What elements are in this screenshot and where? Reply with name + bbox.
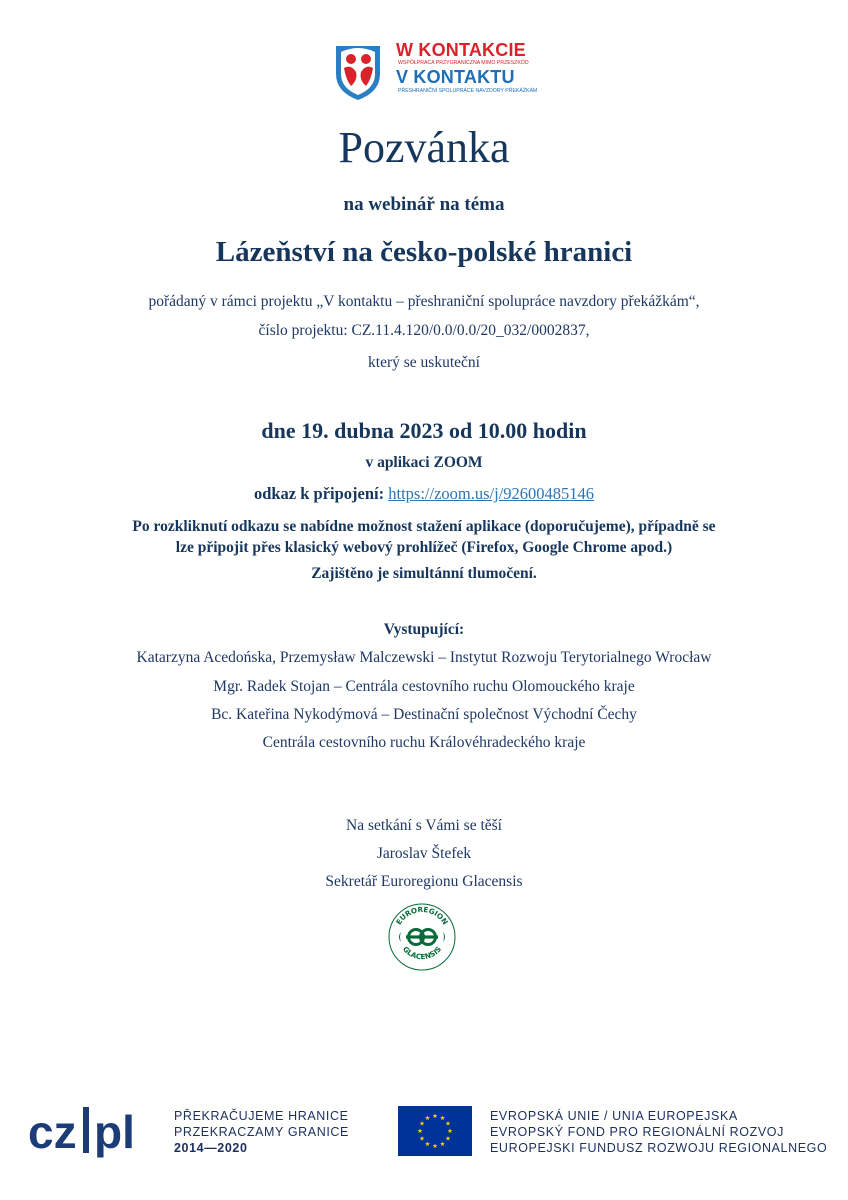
join-note-line: Po rozkliknutí odkazu se nabídne možnost stažení aplikace (doporučujeme), případně se [132,518,716,535]
logo-line-polish: W KONTAKCIE [396,40,526,60]
eu-line: EVROPSKÁ UNIE / UNIA EUROPEJSKA [490,1109,738,1123]
page-title: Pozvánka [338,123,510,172]
logo-subline-polish: WSPÓŁPRACA PRZYGRANICZNA MIMO PRZESZKÓD [398,60,529,66]
webinar-topic: Lázeňství na česko-polské hranici [215,236,633,268]
project-logo-icon [332,40,384,102]
czpl-line: PŘEKRAČUJEME HRANICE [174,1109,349,1123]
logo-line-czech: V KONTAKTU [396,67,515,87]
event-app: v aplikaci ZOOM [365,454,483,471]
interpretation-note: Zajištěno je simultánní tlumočení. [311,565,537,582]
closing-text: Na setkání s Vámi se těší [346,817,502,834]
svg-text:EUROREGION: EUROREGION [394,904,450,927]
signer-role: Sekretář Euroregionu Glacensis [325,873,523,890]
takes-place-text: který se uskuteční [368,354,480,371]
signer-name: Jaroslav Štefek [376,845,472,862]
czpl-years: 2014—2020 [174,1141,248,1155]
join-link-label: odkaz k připojení: [253,484,385,503]
svg-text:GLACENSIS: GLACENSIS [400,944,444,962]
project-number: číslo projektu: CZ.11.4.120/0.0/0.0/20_032/0002837, [258,322,590,339]
project-logo [318,26,546,110]
speaker-item: Mgr. Radek Stojan – Centrála cestovního ruchu Olomouckého kraje [213,678,635,695]
eu-line: EUROPEJSKI FUNDUSZ ROZWOJU REGIONALNEGO [490,1141,828,1155]
logo-subline-czech: PŘESHRANIČNÍ SPOLUPRÁCE NAVZDORY PŘEKÁŽKÁM [398,88,538,94]
speaker-item: Bc. Kateřina Nykodýmová – Destinační společnost Východní Čechy [211,706,637,723]
event-date: dne 19. dubna 2023 od 10.00 hodin [261,418,587,443]
speaker-item: Centrála cestovního ruchu Královéhradeckého kraje [262,734,586,751]
czpl-programme-text [174,1108,349,1156]
join-note-line: lze připojit přes klasický webový prohlížeč (Firefox, Google Chrome apod.) [175,539,673,556]
euroregion-glacensis-logo [387,902,457,972]
eu-flag-icon [398,1106,472,1156]
join-link-line [0,484,848,504]
join-note [0,516,848,558]
speakers-heading: Vystupující: [383,621,465,638]
speaker-item: Katarzyna Acedońska, Przemysław Malczewski – Instytut Rozwoju Terytorialnego Wrocław [136,649,712,666]
subtitle: na webinář na téma [343,194,505,215]
czpl-line: PRZEKRACZAMY GRANICE [174,1125,349,1139]
eu-fund-text [490,1108,827,1156]
czpl-programme-logo [28,1104,158,1158]
svg-text:pl: pl [94,1106,135,1158]
svg-text:cz: cz [28,1106,77,1158]
zoom-link[interactable]: https://zoom.us/j/92600485146 [388,484,595,503]
eu-line: EVROPSKÝ FOND PRO REGIONÁLNÍ ROZVOJ [490,1125,784,1139]
organized-by-text: pořádaný v rámci projektu „V kontaktu – přeshraniční spolupráce navzdory překážkám“, [148,293,700,310]
